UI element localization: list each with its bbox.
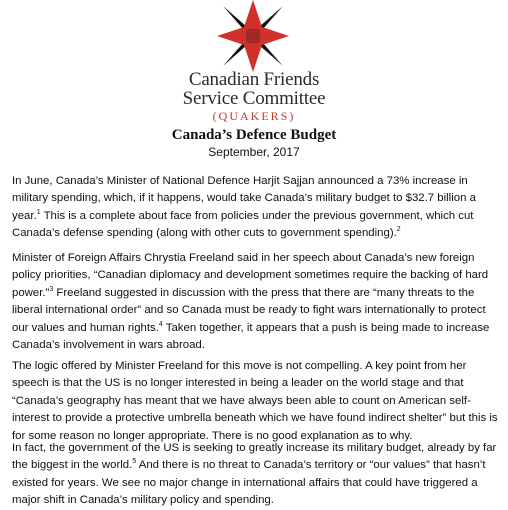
footnote-marker: 2 [396, 226, 401, 234]
paragraph-1 [12, 173, 500, 243]
paragraph-3 [12, 358, 500, 445]
star-diagonal-points [223, 6, 247, 30]
paragraph-text: In June, Canada’s Minister of National Defence Harjit Sajjan announced a 73% increase in military spending, which, if it happens, would take Canada’s military budget to $32.7 billion a year. [12, 175, 476, 222]
paragraph-text: Freeland suggested in discussion with the press that there are “many threats to the liberal international order” and so Canada must be ready to fight wars internationally to protect our values and human rights. [12, 286, 486, 334]
footnote-marker: 1 [36, 209, 41, 217]
footnote-marker: 3 [49, 286, 54, 294]
footnote-marker: 4 [158, 320, 163, 328]
paragraph-text: Minister of Foreign Affairs Chrystia Freeland said in her speech about Canada’s new foreign policy priorities, “Canadian diplomacy and development sometimes require the backing of hard power.” [12, 252, 489, 299]
paragraph-text: Taken together, it appears that a push is being made to increase Canada’s involvement in wars abroad. [12, 321, 490, 352]
paragraph-2 [12, 250, 500, 354]
paragraph-text: This is a complete about face from policies under the previous government, which cut Canada’s defense spending (along with other cuts to government spending). [12, 209, 474, 240]
paragraph-text: In fact, the government of the US is seeking to greatly increase its military budget, already by far the biggest in the world. [12, 442, 497, 472]
document-date: September, 2017 [208, 145, 300, 159]
paragraph-text: The logic offered by Minister Freeland for this move is not compelling. A key point from her speech is that the US is no longer interested in being a leader on the world stage and that “Canada’s geography has meant that we have always been able to count on American self-interest to provide a protective umbrella beneath which we have found indirect shelter” but this is for some reason no longer appropriate. There is no good explanation as to why. [12, 360, 498, 442]
org-subtitle: (QUAKERS) [212, 109, 296, 123]
footnote-marker: 5 [132, 458, 137, 466]
org-name-line2: Service Committee [182, 88, 326, 109]
org-name-line1: Canadian Friends [188, 69, 320, 90]
paragraph-4 [12, 440, 500, 510]
paragraph-text: And there is no threat to Canada’s territory or “our values” that hasn’t existed for years. We see no major change in international affairs that could have triggered a major shift in Canada’s military policy and spending. [12, 459, 486, 507]
red-black-star-icon [207, 0, 299, 72]
document-title: Canada’s Defence Budget [171, 127, 337, 143]
